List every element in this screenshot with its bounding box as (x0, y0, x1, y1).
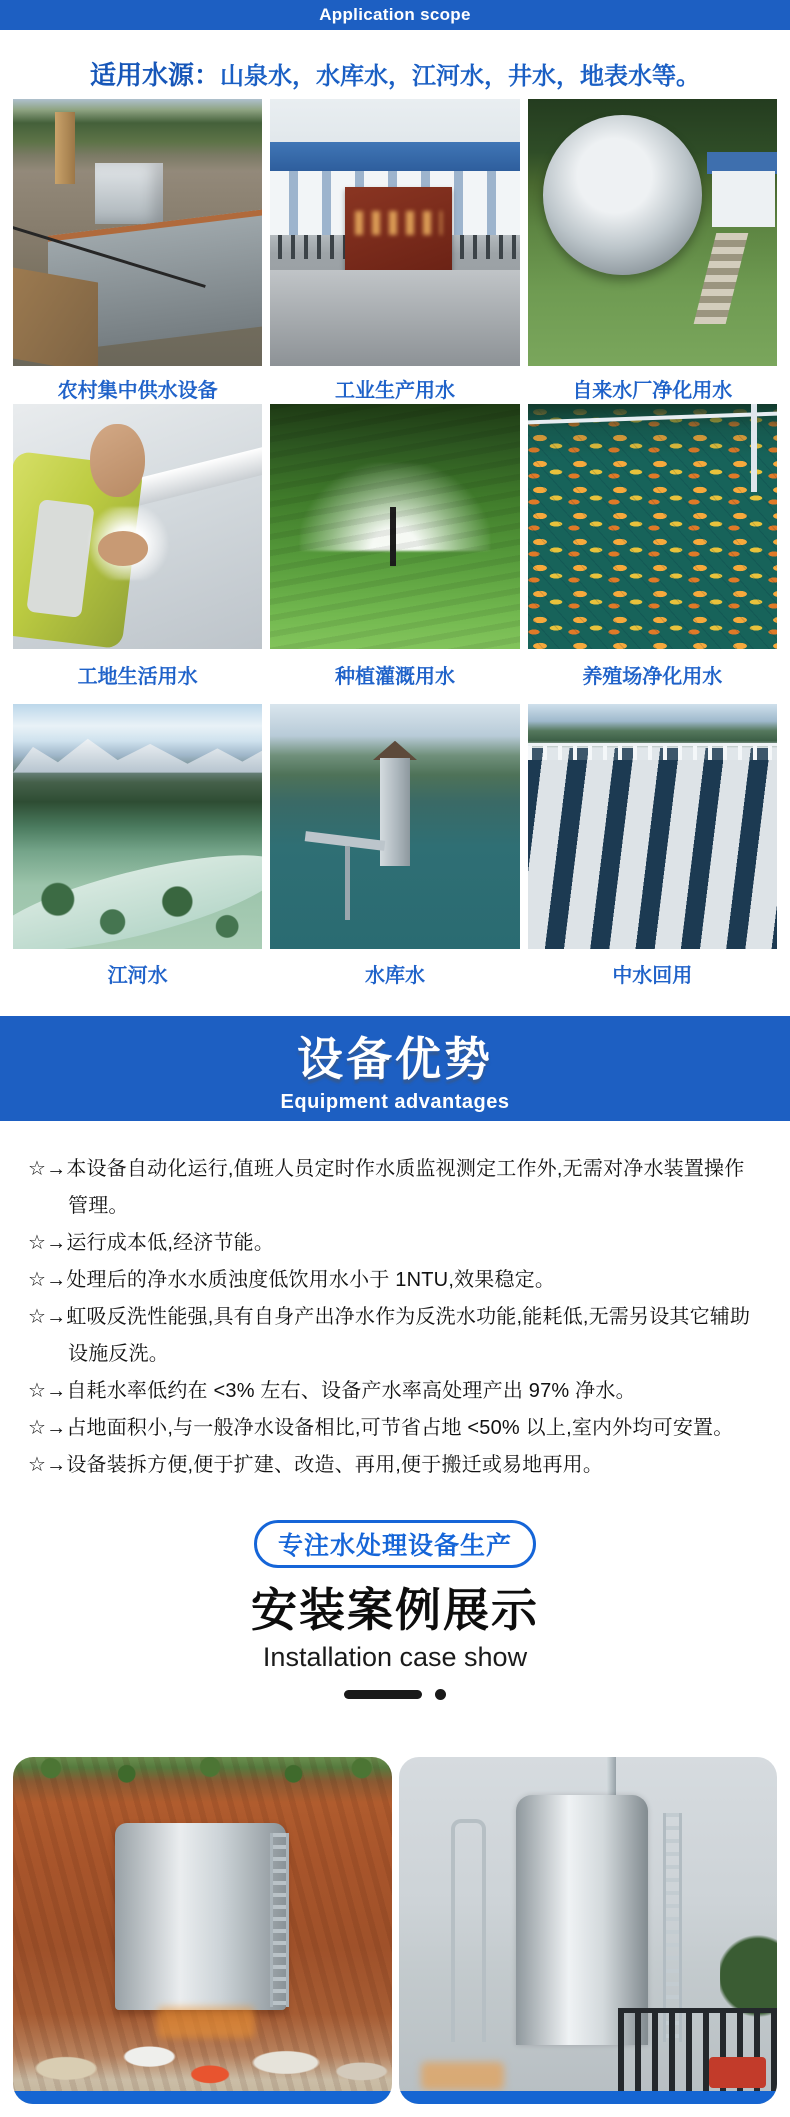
advantage-item: ☆→设备装拆方便,便于扩建、改造、再用,便于搬迁或易地再用。 (28, 1454, 604, 1476)
gallery-item-industrial (270, 99, 519, 404)
photo-detail (270, 142, 519, 171)
irrigation-water-photo (270, 404, 519, 649)
application-gallery (0, 99, 790, 991)
industrial-water-photo (270, 99, 519, 366)
gallery-item-river (13, 704, 262, 991)
case-photo-clay-site (13, 1757, 392, 2104)
advantage-item: ☆→处理后的净水水质浊度低饮用水小于 1NTU,效果稳定。 (28, 1269, 556, 1291)
equipment-advantages-banner (0, 1016, 790, 1121)
gallery-item-reservoir (270, 704, 519, 991)
gallery-caption: 自来水厂净化用水 (572, 380, 733, 402)
gallery-item-water-reuse (528, 704, 777, 991)
advantages-list (0, 1151, 790, 1484)
photo-detail (98, 531, 148, 565)
gallery-item-waterworks (528, 99, 777, 404)
advantage-item: ☆→占地面积小,与一般净水设备相比,可节省占地 <50% 以上,室内外均可安置。 (28, 1417, 734, 1439)
gallery-item-irrigation (270, 404, 519, 704)
section-header-application-scope (0, 0, 790, 30)
reservoir-water-photo (270, 704, 519, 949)
watermark (421, 2062, 504, 2090)
divider-bar (344, 1690, 422, 1699)
photo-detail (300, 463, 489, 551)
focus-badge: 专注水处理设备生产 (254, 1520, 536, 1568)
advantage-item: ☆→自耗水率低约在 <3% 左右、设备产水率高处理产出 97% 净水。 (28, 1380, 636, 1402)
photo-detail (55, 112, 75, 184)
photo-detail (13, 2033, 392, 2092)
gallery-item-fish-farm (528, 404, 777, 704)
banner-title: 设备优势 (297, 1033, 493, 1085)
banner-subtitle: Equipment advantages (280, 1091, 510, 1113)
photo-detail (13, 836, 262, 949)
photo-detail (528, 412, 777, 425)
rural-water-supply-photo (13, 99, 262, 366)
photo-detail (712, 171, 774, 227)
fish-farm-purification-photo (528, 404, 777, 649)
installation-cases-subtitle: Installation case show (262, 1642, 528, 1672)
gallery-caption: 农村集中供水设备 (57, 380, 218, 402)
photo-detail (528, 748, 777, 949)
photo-detail (709, 2057, 766, 2088)
photo-detail (390, 507, 396, 566)
waterworks-purification-photo (528, 99, 777, 366)
photo-detail (543, 115, 703, 275)
photo-detail (13, 736, 262, 773)
gallery-item-rural (13, 99, 262, 404)
gallery-item-construction-site (13, 404, 262, 704)
reclaimed-water-photo (528, 704, 777, 949)
gallery-caption: 种植灌溉用水 (334, 666, 455, 688)
photo-bottom-band (13, 2091, 392, 2104)
photo-detail (13, 268, 98, 366)
gallery-caption: 工业生产用水 (334, 380, 455, 402)
photo-detail (270, 270, 519, 366)
installation-cases-title: 安装案例展示 (251, 1584, 539, 1636)
title-divider (0, 1689, 790, 1700)
gallery-caption: 中水回用 (612, 965, 693, 987)
gallery-row-2 (0, 404, 790, 704)
gallery-caption: 工地生活用水 (77, 666, 198, 688)
photo-detail (13, 1757, 392, 1785)
photo-detail (90, 424, 145, 498)
photo-detail (380, 758, 410, 866)
installation-case-photos (0, 1757, 790, 2104)
photo-detail (751, 404, 757, 492)
photo-detail (115, 1823, 285, 2010)
photo-bottom-band (399, 2091, 778, 2104)
photo-detail (528, 743, 777, 760)
photo-detail (270, 1833, 289, 2007)
water-source-label: 适用水源： (89, 59, 220, 90)
photo-detail (693, 233, 748, 324)
photo-detail (451, 1819, 485, 2041)
advantage-item: ☆→虹吸反洗性能强,具有自身产出净水作为反洗水功能,能耗低,无需另设其它辅助设施反洗。 (28, 1306, 751, 1365)
gallery-caption: 江河水 (107, 965, 168, 987)
application-scope-label: Application scope (319, 5, 471, 24)
photo-detail (345, 846, 350, 920)
river-water-photo (13, 704, 262, 949)
photo-detail (95, 163, 162, 224)
photo-detail (355, 211, 442, 235)
gallery-caption: 养殖场净化用水 (582, 666, 723, 688)
gallery-row-3 (0, 704, 790, 991)
site-domestic-water-photo (13, 404, 262, 649)
installation-cases-heading (0, 1520, 790, 1700)
gallery-caption: 水库水 (364, 965, 425, 987)
gallery-row-1 (0, 99, 790, 404)
case-photo-tank-yard (399, 1757, 778, 2104)
water-source-list: 山泉水，水库水，江河水，井水，地表水等。 (220, 62, 700, 90)
advantage-item: ☆→运行成本低,经济节能。 (28, 1232, 275, 1254)
divider-dot (435, 1689, 446, 1700)
applicable-water-sources-line (0, 56, 790, 90)
advantage-item: ☆→本设备自动化运行,值班人员定时作水质监视测定工作外,无需对净水装置操作管理。 (28, 1158, 745, 1217)
watermark (157, 2007, 255, 2038)
